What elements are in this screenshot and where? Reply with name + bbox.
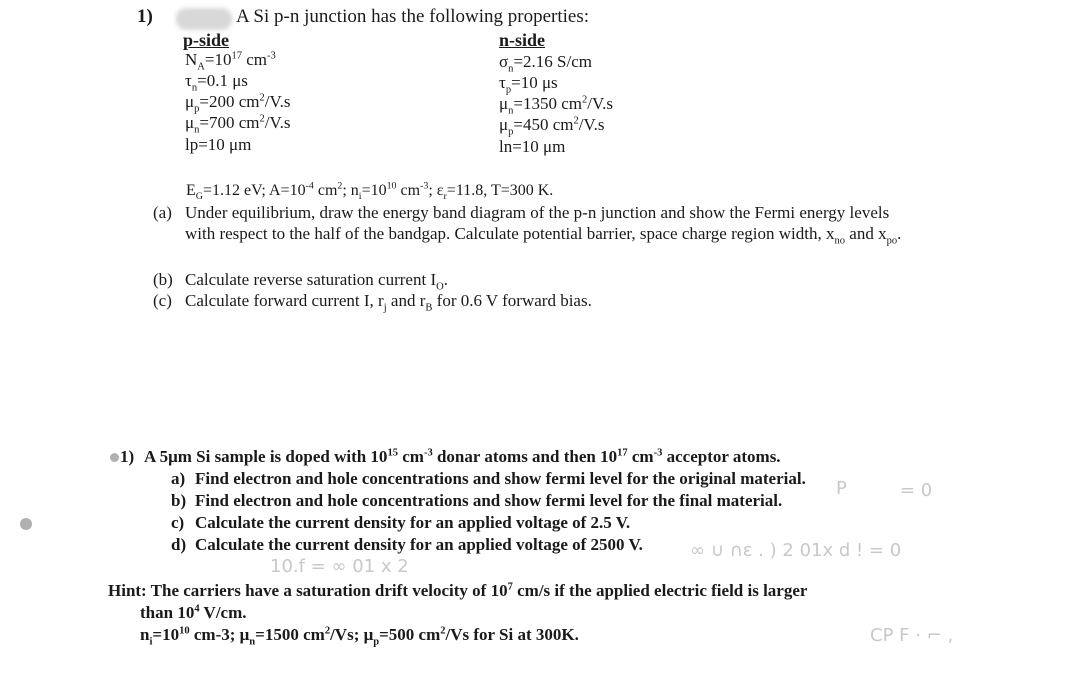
problem2-item-b-text: Find electron and hole concentrations and show fermi level for the final material. <box>195 491 783 510</box>
p-side-heading: p-side <box>183 30 230 50</box>
n-side-heading: n-side <box>499 30 546 50</box>
n-side-prop-mup: $\mu_p=450$ $cm^2/V.s$ <box>499 115 605 138</box>
hint-text: Hint: The carriers have a saturation drift velocity of $10^7$ cm/s if the applied electric field is larger <box>108 581 808 600</box>
pencil-mark: ∞ ∪ ∩ε . ) 2 01x d ! = 0 <box>690 540 902 561</box>
question-a-text: Under equilibrium, draw the energy band diagram of the p-n junction and show the Fermi energy levels with respect to the half of the bandgap. Calculate potential barrier, space charge region width, $x_{no}$ and $x_{po}$. <box>185 203 902 247</box>
question-a-label: (a) <box>153 203 172 222</box>
problem1-number: 1) <box>137 6 153 27</box>
pencil-mark: P <box>836 478 847 499</box>
redaction-smudge <box>176 8 232 30</box>
p-side-prop-na: $N_A=10^{17}$ $cm^{-3}$ <box>185 50 276 73</box>
pencil-mark: 10.f = ∞ 01 x 2 <box>270 556 409 577</box>
question-c-text: Calculate forward current I, $r_j$ and $r_B$ for 0.6 V forward bias. <box>185 291 592 314</box>
problem2-item-c-text: Calculate the current density for an applied voltage of 2.5 V. <box>195 513 631 532</box>
problem2-item-a-text: Find electron and hole concentrations and show fermi level for the original material. <box>195 469 806 488</box>
problem2-intro: A 5μm Si sample is doped with $10^{15}$ $cm^{-3}$ donar atoms and then $10^{17}$ $cm^{-3}$ acceptor atoms. <box>144 447 781 466</box>
pencil-mark: = 0 <box>900 480 933 501</box>
problem2-item-b-label: b) <box>171 491 187 510</box>
problem2-item-a-label: a) <box>171 469 186 488</box>
problem2-item-d-label: d) <box>171 535 187 554</box>
p-side-prop-taun: $\tau_n=0.1$ μs <box>185 71 248 94</box>
n-side-prop-sigman: $\sigma_n=2.16$ S/cm <box>499 52 592 75</box>
p-side-prop-lp: lp=10 μm <box>185 135 252 154</box>
question-b-label: (b) <box>153 270 173 289</box>
margin-dot <box>20 518 32 530</box>
margin-mark <box>110 453 119 462</box>
problem2-item-d-text: Calculate the current density for an applied voltage of 2500 V. <box>195 535 643 554</box>
p-side-prop-mun: $\mu_n=700$ $cm^2/V.s$ <box>185 113 291 136</box>
hint-values: $n_i=10^{10}$ cm-3; $\mu_n=1500$ $cm^2/Vs$; $\mu_p=500$ $cm^2/Vs$ for Si at 300K. <box>140 625 579 648</box>
n-side-prop-taup: $\tau_p=10$ μs <box>499 73 558 96</box>
n-side-prop-mun: $\mu_n=1350$ $cm^2/V.s$ <box>499 94 613 117</box>
question-b-text: Calculate reverse saturation current $I_O$. <box>185 270 448 293</box>
problem1-constants: $E_G=1.12$ eV; $A=10^{-4}$ $cm^2$; $n_i=10^{10}$ $cm^{-3}$; $\varepsilon_r=11.8$, T=300 K. <box>186 180 554 203</box>
p-side-prop-mup: $\mu_p=200$ $cm^2/V.s$ <box>185 92 291 115</box>
problem2-number: 1) <box>120 447 135 466</box>
hint-text-continued: than $10^4$ V/cm. <box>140 603 247 622</box>
problem2-item-c-label: c) <box>171 513 185 532</box>
question-c-label: (c) <box>153 291 172 310</box>
problem1-title: A Si p-n junction has the following properties: <box>236 6 590 27</box>
n-side-prop-ln: ln=10 μm <box>499 137 566 156</box>
pencil-mark: CP F · ⌐ , <box>870 625 954 646</box>
